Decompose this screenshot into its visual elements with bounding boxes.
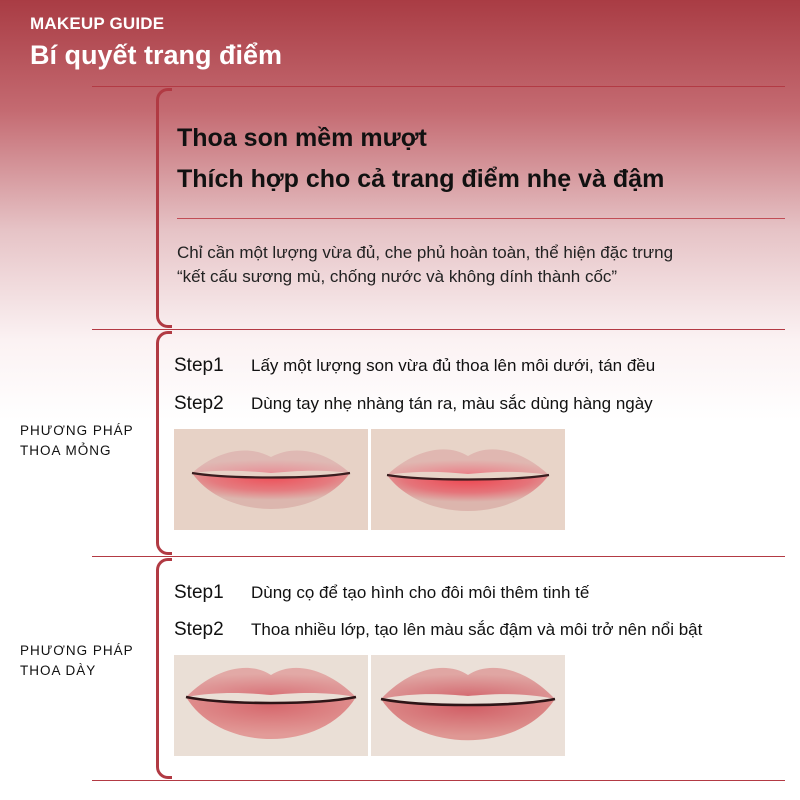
step-text: Thoa nhiều lớp, tạo lên màu sắc đậm và môi trở nên nổi bật [251,620,703,639]
step-text: Dùng cọ để tạo hình cho đôi môi thêm tinh tế [251,583,590,602]
header-eyebrow: MAKEUP GUIDE [30,14,165,33]
method-label-line1: PHƯƠNG PHÁP [20,423,134,438]
method-thick-step2 [174,619,702,641]
intro-desc-line2: “kết cấu sương mù, chống nước và không dính thành cốc” [177,267,618,286]
lips-photo-thick-1 [174,655,368,756]
divider-intro-bottom [92,329,785,330]
intro-description [177,241,673,289]
method-label-line2: THOA MỎNG [20,443,112,458]
method-label-thick [20,641,134,681]
intro-heading-line2: Thích hợp cho cả trang điểm nhẹ và đậm [177,165,665,193]
step-number: Step2 [174,393,224,414]
step-number: Step2 [174,619,224,640]
intro-heading [177,118,664,200]
lips-photo-thin-1 [174,429,368,530]
page-title: Bí quyết trang điểm [30,40,283,70]
intro-heading-line1: Thoa son mềm mượt [177,124,427,152]
method-label-thin [20,421,134,461]
method-thick-step1 [174,582,589,604]
method-label-line2: THOA DÀY [20,663,97,678]
step-text: Lấy một lượng son vừa đủ thoa lên môi dưới, tán đều [251,356,656,375]
page-header [30,14,282,71]
method-thin-step1 [174,355,655,377]
intro-separator [177,218,785,219]
divider-method1-bottom [92,556,785,557]
method-label-line1: PHƯƠNG PHÁP [20,643,134,658]
step-text: Dùng tay nhẹ nhàng tán ra, màu sắc dùng hàng ngày [251,394,653,413]
bracket-method-thick [156,558,172,779]
step-number: Step1 [174,355,224,376]
lips-photo-thin-2 [371,429,565,530]
lips-photo-thick-2 [371,655,565,756]
intro-desc-line1: Chỉ cần một lượng vừa đủ, che phủ hoàn toàn, thể hiện đặc trưng [177,243,674,262]
bracket-method-thin [156,331,172,555]
step-number: Step1 [174,582,224,603]
bracket-intro [156,88,172,328]
divider-top [92,86,785,87]
method-thin-step2 [174,393,653,415]
divider-method2-bottom [92,780,785,781]
